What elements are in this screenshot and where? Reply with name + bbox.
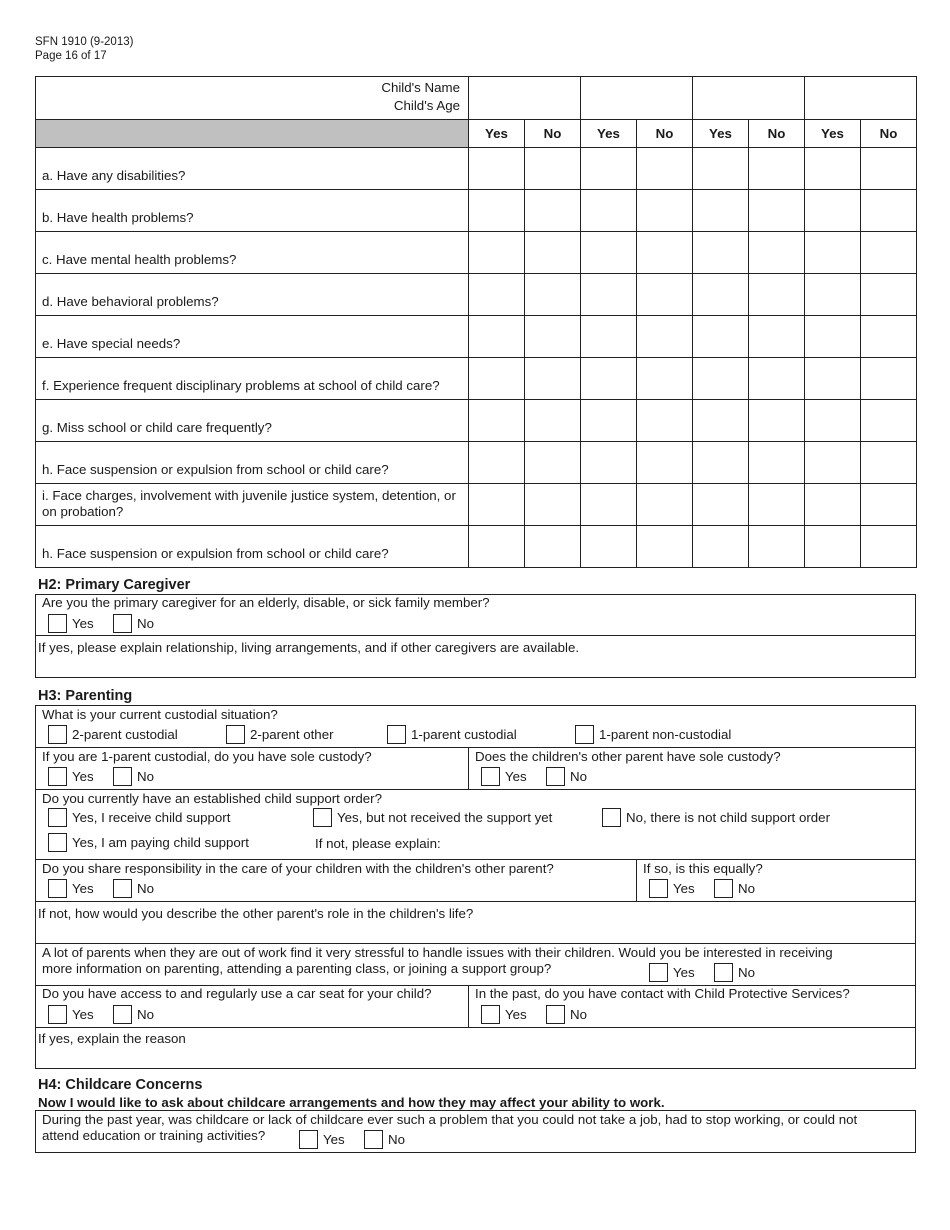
option-label: No — [738, 965, 755, 980]
question-row — [36, 274, 917, 316]
answer-no-cell[interactable] — [749, 316, 805, 358]
custodial-question: What is your current custodial situation? — [42, 707, 278, 722]
answer-yes-cell[interactable] — [805, 400, 861, 442]
checkbox[interactable] — [546, 1005, 565, 1024]
custodial-option[interactable] — [575, 725, 731, 744]
answer-no-cell[interactable] — [861, 232, 917, 274]
answer-yes-cell[interactable] — [581, 148, 637, 190]
question-label: g. Miss school or child care frequently? — [36, 400, 469, 442]
child-age-label: Child's Age — [393, 98, 460, 113]
answer-yes-cell[interactable] — [469, 526, 525, 568]
checkbox[interactable] — [48, 833, 67, 852]
answer-no-cell[interactable] — [749, 148, 805, 190]
question-label: i. Face charges, involvement with juvenile justice system, detention, or on probation? — [36, 484, 469, 526]
answer-yes-cell[interactable] — [805, 442, 861, 484]
answer-yes-cell[interactable] — [581, 400, 637, 442]
question-label: b. Have health problems? — [36, 190, 469, 232]
answer-yes-cell[interactable] — [693, 232, 749, 274]
support-no-order-option[interactable] — [602, 808, 830, 827]
answer-no-cell[interactable] — [525, 232, 581, 274]
answer-yes-cell[interactable] — [805, 232, 861, 274]
answer-no-cell[interactable] — [861, 400, 917, 442]
parenting-info-no[interactable] — [714, 963, 755, 982]
answer-no-cell[interactable] — [525, 148, 581, 190]
checkbox[interactable] — [313, 808, 332, 827]
question-row — [36, 232, 917, 274]
share-yes[interactable] — [48, 879, 94, 898]
answer-no-cell[interactable] — [749, 484, 805, 526]
divider — [636, 859, 637, 901]
childcare-question-line1: During the past year, was childcare or lack of childcare ever such a problem that you could not take a job, had to stop working, or could not — [42, 1112, 858, 1127]
option-label: Yes — [673, 881, 695, 896]
col-yes: Yes — [805, 120, 861, 148]
answer-yes-cell[interactable] — [581, 442, 637, 484]
caregiver-question: Are you the primary caregiver for an elderly, disable, or sick family member? — [42, 595, 490, 610]
answer-no-cell[interactable] — [861, 442, 917, 484]
option-label: No — [137, 1007, 154, 1022]
sole-custody-question: If you are 1-parent custodial, do you have sole custody? — [42, 749, 372, 764]
car-seat-yes[interactable] — [48, 1005, 94, 1024]
option-label: Yes, but not received the support yet — [337, 810, 553, 825]
answer-no-cell[interactable] — [637, 526, 693, 568]
option-label: No, there is not child support order — [626, 810, 830, 825]
share-responsibility-question: Do you share responsibility in the care of your children with the children's other parent? — [42, 861, 554, 876]
divider — [468, 985, 469, 1027]
option-label: No — [137, 616, 154, 631]
answer-yes-cell[interactable] — [469, 190, 525, 232]
answer-no-cell[interactable] — [861, 274, 917, 316]
answer-no-cell[interactable] — [749, 190, 805, 232]
cps-question: In the past, do you have contact with Child Protective Services? — [475, 986, 850, 1001]
child-support-question: Do you currently have an established child support order? — [42, 791, 383, 806]
answer-yes-cell[interactable] — [693, 274, 749, 316]
answer-yes-cell[interactable] — [693, 526, 749, 568]
child-2-name-field[interactable] — [581, 77, 693, 120]
form-header — [35, 35, 133, 63]
other-sole-custody-yes[interactable] — [481, 767, 527, 786]
answer-no-cell[interactable] — [637, 358, 693, 400]
child-3-name-field[interactable] — [693, 77, 805, 120]
question-label: h. Face suspension or expulsion from school or child care? — [36, 442, 469, 484]
answer-yes-cell[interactable] — [469, 232, 525, 274]
answer-no-cell[interactable] — [861, 358, 917, 400]
option-label: No — [570, 1007, 587, 1022]
answer-no-cell[interactable] — [637, 148, 693, 190]
caregiver-yes-option[interactable] — [48, 614, 94, 633]
option-label: 2-parent custodial — [72, 727, 178, 742]
answer-no-cell[interactable] — [525, 316, 581, 358]
col-no: No — [749, 120, 805, 148]
divider — [35, 901, 916, 902]
answer-no-cell[interactable] — [749, 358, 805, 400]
checkbox[interactable] — [649, 879, 668, 898]
answer-no-cell[interactable] — [749, 400, 805, 442]
h4-title: H4: Childcare Concerns — [38, 1077, 203, 1093]
child-4-name-field[interactable] — [805, 77, 917, 120]
answer-yes-cell[interactable] — [581, 190, 637, 232]
checkbox[interactable] — [48, 767, 67, 786]
sole-custody-yes[interactable] — [48, 767, 94, 786]
checkbox[interactable] — [714, 879, 733, 898]
checkbox[interactable] — [48, 614, 67, 633]
answer-yes-cell[interactable] — [805, 148, 861, 190]
checkbox[interactable] — [299, 1130, 318, 1149]
checkbox[interactable] — [602, 808, 621, 827]
grey-header-cell — [36, 120, 469, 148]
question-label: f. Experience frequent disciplinary problems at school of child care? — [36, 358, 469, 400]
h4-intro: Now I would like to ask about childcare arrangements and how they may affect your ability to work. — [38, 1095, 665, 1110]
answer-yes-cell[interactable] — [693, 442, 749, 484]
answer-yes-cell[interactable] — [581, 274, 637, 316]
option-label: No — [137, 769, 154, 784]
answer-no-cell[interactable] — [525, 274, 581, 316]
other-sole-custody-question: Does the children's other parent have sole custody? — [475, 749, 781, 764]
custodial-option[interactable] — [226, 725, 334, 744]
answer-no-cell[interactable] — [525, 400, 581, 442]
question-label: h. Face suspension or expulsion from school or child care? — [36, 526, 469, 568]
children-table — [35, 76, 917, 568]
answer-yes-cell[interactable] — [469, 148, 525, 190]
question-row — [36, 316, 917, 358]
answer-no-cell[interactable] — [525, 526, 581, 568]
answer-no-cell[interactable] — [637, 316, 693, 358]
support-not-received-option[interactable] — [313, 808, 552, 827]
checkbox[interactable] — [48, 1005, 67, 1024]
answer-yes-cell[interactable] — [805, 274, 861, 316]
answer-yes-cell[interactable] — [693, 400, 749, 442]
answer-no-cell[interactable] — [749, 442, 805, 484]
option-label: Yes — [72, 881, 94, 896]
question-row — [36, 148, 917, 190]
answer-yes-cell[interactable] — [805, 190, 861, 232]
page-number: Page 16 of 17 — [35, 50, 107, 62]
divider — [468, 747, 469, 789]
checkbox[interactable] — [48, 725, 67, 744]
answer-yes-cell[interactable] — [805, 358, 861, 400]
option-label: No — [570, 769, 587, 784]
answer-no-cell[interactable] — [637, 400, 693, 442]
checkbox[interactable] — [48, 879, 67, 898]
answer-no-cell[interactable] — [525, 442, 581, 484]
option-label: Yes — [72, 616, 94, 631]
col-yes: Yes — [581, 120, 637, 148]
option-label: 1-parent custodial — [411, 727, 517, 742]
share-no[interactable] — [113, 879, 154, 898]
checkbox[interactable] — [113, 767, 132, 786]
checkbox[interactable] — [481, 1005, 500, 1024]
checkbox[interactable] — [546, 767, 565, 786]
answer-yes-cell[interactable] — [469, 484, 525, 526]
answer-yes-cell[interactable] — [805, 484, 861, 526]
col-no: No — [637, 120, 693, 148]
checkbox[interactable] — [481, 767, 500, 786]
car-seat-question: Do you have access to and regularly use a car seat for your child? — [42, 986, 432, 1001]
answer-yes-cell[interactable] — [469, 358, 525, 400]
answer-no-cell[interactable] — [749, 274, 805, 316]
answer-yes-cell[interactable] — [693, 148, 749, 190]
option-label: No — [388, 1132, 405, 1147]
answer-no-cell[interactable] — [861, 484, 917, 526]
sole-custody-no[interactable] — [113, 767, 154, 786]
answer-yes-cell[interactable] — [469, 442, 525, 484]
child-1-name-field[interactable] — [469, 77, 581, 120]
checkbox[interactable] — [649, 963, 668, 982]
checkbox[interactable] — [226, 725, 245, 744]
option-label: Yes — [72, 1007, 94, 1022]
child-name-label: Child's Name — [381, 80, 460, 95]
option-label: Yes — [505, 769, 527, 784]
stress-question-line1: A lot of parents when they are out of work find it very stressful to handle issues with their children. Would you be interested in receiving — [42, 945, 833, 960]
checkbox[interactable] — [364, 1130, 383, 1149]
checkbox[interactable] — [113, 614, 132, 633]
answer-yes-cell[interactable] — [581, 358, 637, 400]
answer-no-cell[interactable] — [749, 526, 805, 568]
h3-title: H3: Parenting — [38, 688, 133, 704]
option-label: 2-parent other — [250, 727, 334, 742]
question-label: d. Have behavioral problems? — [36, 274, 469, 316]
question-row — [36, 190, 917, 232]
answer-no-cell[interactable] — [637, 442, 693, 484]
cps-no[interactable] — [546, 1005, 587, 1024]
question-row — [36, 484, 917, 526]
col-yes: Yes — [469, 120, 525, 148]
option-label: Yes — [505, 1007, 527, 1022]
option-label: No — [738, 881, 755, 896]
answer-no-cell[interactable] — [525, 190, 581, 232]
answer-no-cell[interactable] — [861, 526, 917, 568]
checkbox[interactable] — [113, 1005, 132, 1024]
support-receive-option[interactable] — [48, 808, 230, 827]
childcare-yes[interactable] — [299, 1130, 345, 1149]
question-row — [36, 400, 917, 442]
answer-yes-cell[interactable] — [693, 316, 749, 358]
answer-yes-cell[interactable] — [581, 232, 637, 274]
other-parent-role-label: If not, how would you describe the other parent's role in the children's life? — [38, 906, 474, 921]
support-paying-option[interactable] — [48, 833, 249, 852]
support-explain-label: If not, please explain: — [315, 836, 441, 851]
question-label: a. Have any disabilities? — [36, 148, 469, 190]
answer-no-cell[interactable] — [749, 232, 805, 274]
question-row — [36, 442, 917, 484]
car-seat-no[interactable] — [113, 1005, 154, 1024]
answer-yes-cell[interactable] — [469, 274, 525, 316]
checkbox[interactable] — [48, 808, 67, 827]
custodial-option[interactable] — [387, 725, 517, 744]
custodial-option[interactable] — [48, 725, 178, 744]
equally-yes[interactable] — [649, 879, 695, 898]
divider — [35, 635, 916, 636]
form-id: SFN 1910 (9-2013) — [35, 36, 134, 48]
answer-yes-cell[interactable] — [581, 526, 637, 568]
answer-no-cell[interactable] — [861, 316, 917, 358]
answer-yes-cell[interactable] — [805, 526, 861, 568]
equally-no[interactable] — [714, 879, 755, 898]
answer-no-cell[interactable] — [637, 190, 693, 232]
option-label: Yes, I am paying child support — [72, 835, 249, 850]
option-label: Yes — [673, 965, 695, 980]
option-label: Yes, I receive child support — [72, 810, 231, 825]
answer-yes-cell[interactable] — [693, 358, 749, 400]
checkbox[interactable] — [387, 725, 406, 744]
divider — [35, 859, 916, 860]
other-sole-custody-no[interactable] — [546, 767, 587, 786]
child-name-age-label — [36, 77, 469, 120]
cps-yes[interactable] — [481, 1005, 527, 1024]
option-label: No — [137, 881, 154, 896]
checkbox[interactable] — [714, 963, 733, 982]
option-label: 1-parent non-custodial — [599, 727, 732, 742]
stress-question-line2: more information on parenting, attending a parenting class, or joining a support group? — [42, 961, 552, 976]
answer-yes-cell[interactable] — [805, 316, 861, 358]
divider — [35, 943, 916, 944]
answer-yes-cell[interactable] — [469, 316, 525, 358]
col-yes: Yes — [693, 120, 749, 148]
answer-no-cell[interactable] — [637, 232, 693, 274]
childcare-no[interactable] — [364, 1130, 405, 1149]
answer-yes-cell[interactable] — [469, 400, 525, 442]
caregiver-explain-label: If yes, please explain relationship, living arrangements, and if other caregivers are available. — [38, 640, 580, 655]
answer-no-cell[interactable] — [525, 358, 581, 400]
caregiver-no-option[interactable] — [113, 614, 154, 633]
cps-reason-label: If yes, explain the reason — [38, 1031, 186, 1046]
divider — [35, 789, 916, 790]
question-row — [36, 526, 917, 568]
answer-yes-cell[interactable] — [693, 190, 749, 232]
answer-yes-cell[interactable] — [693, 484, 749, 526]
checkbox[interactable] — [113, 879, 132, 898]
h2-title: H2: Primary Caregiver — [38, 577, 191, 593]
answer-no-cell[interactable] — [861, 148, 917, 190]
question-label: c. Have mental health problems? — [36, 232, 469, 274]
col-no: No — [525, 120, 581, 148]
divider — [35, 1027, 916, 1028]
col-no: No — [861, 120, 917, 148]
question-row — [36, 358, 917, 400]
answer-yes-cell[interactable] — [581, 316, 637, 358]
answer-no-cell[interactable] — [637, 274, 693, 316]
answer-yes-cell[interactable] — [581, 484, 637, 526]
option-label: Yes — [72, 769, 94, 784]
answer-no-cell[interactable] — [637, 484, 693, 526]
checkbox[interactable] — [575, 725, 594, 744]
answer-no-cell[interactable] — [525, 484, 581, 526]
divider — [35, 747, 916, 748]
parenting-info-yes[interactable] — [649, 963, 695, 982]
option-label: Yes — [323, 1132, 345, 1147]
childcare-question-line2: attend education or training activities? — [42, 1128, 266, 1143]
question-label: e. Have special needs? — [36, 316, 469, 358]
answer-no-cell[interactable] — [861, 190, 917, 232]
equally-question: If so, is this equally? — [643, 861, 763, 876]
